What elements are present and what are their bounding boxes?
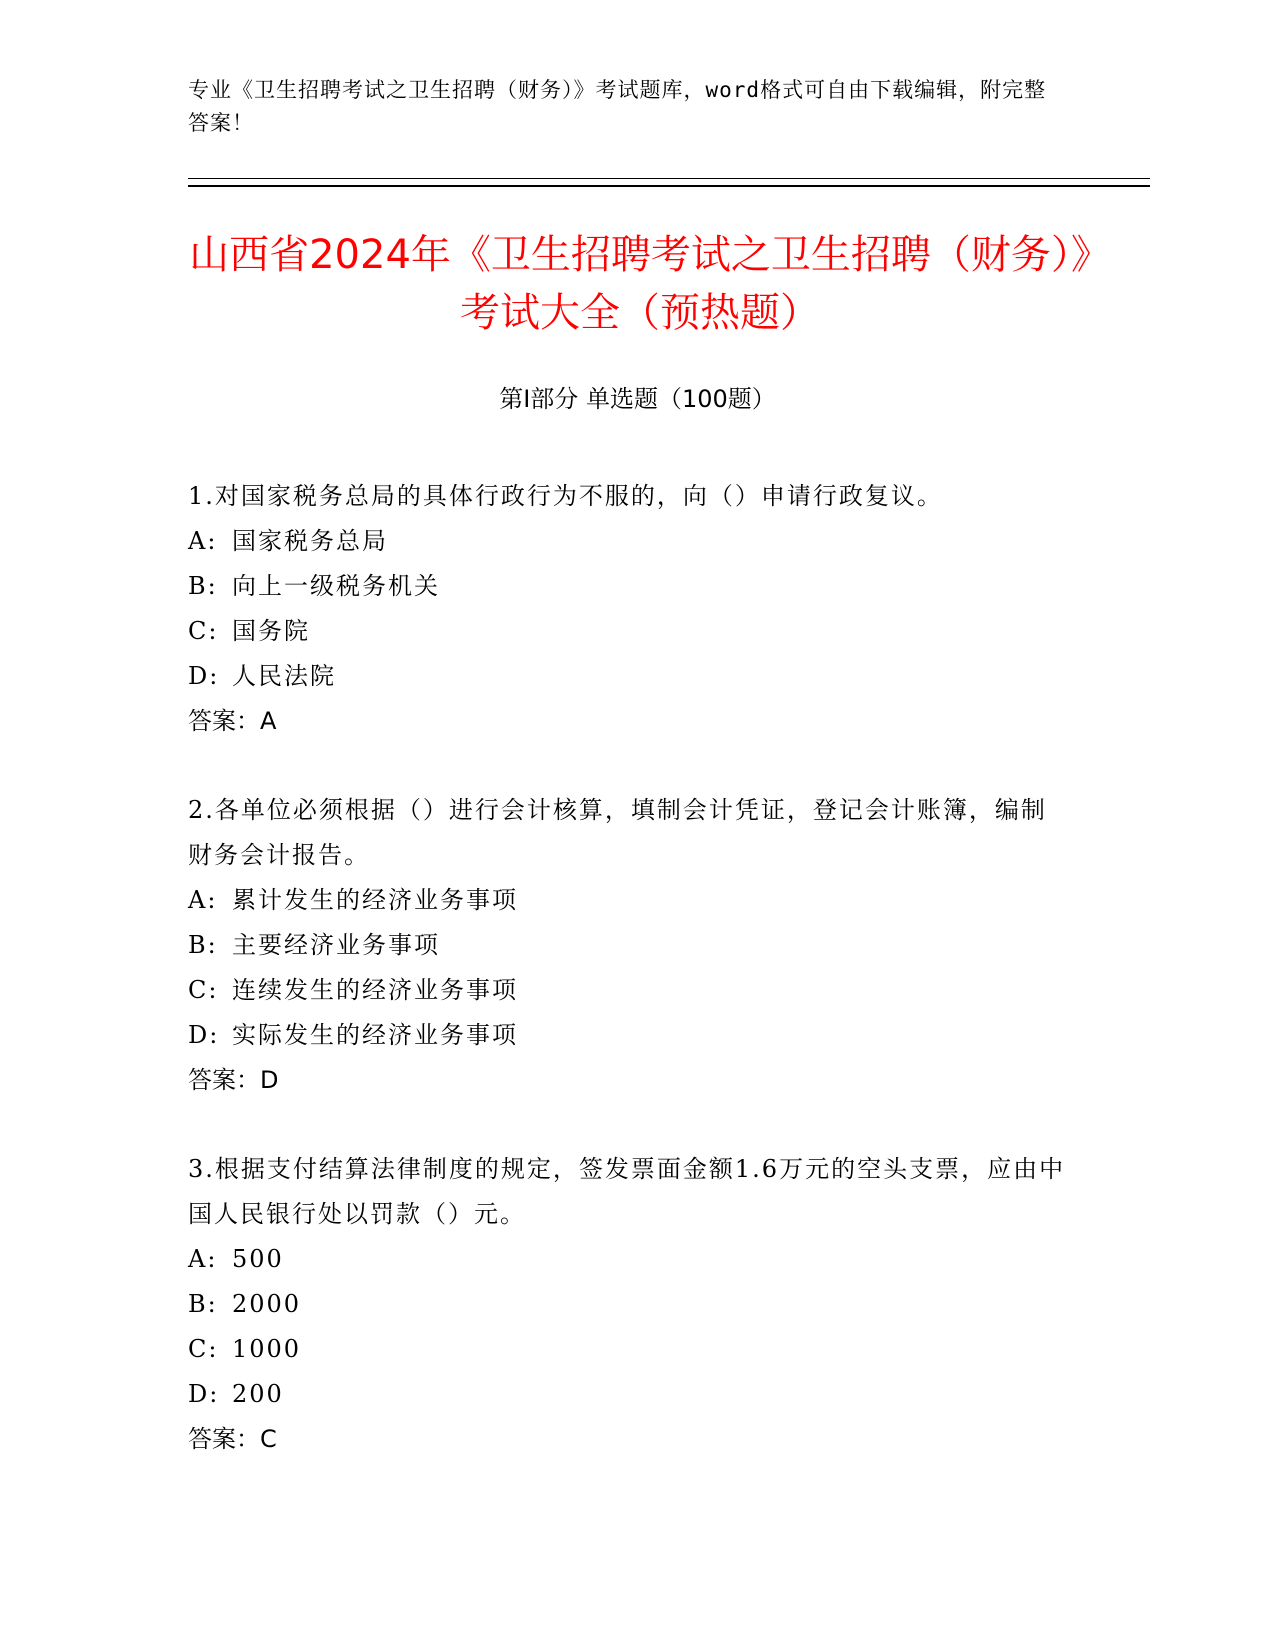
option-text: 主要经济业务事项 xyxy=(232,931,440,959)
option-text: 人民法院 xyxy=(232,662,336,690)
option-text: 2000 xyxy=(232,1290,302,1318)
option-a xyxy=(188,878,1068,923)
option-text: 200 xyxy=(232,1380,284,1408)
option-b xyxy=(188,923,1068,968)
option-b xyxy=(188,564,1068,609)
answer: 答案：A xyxy=(188,707,277,735)
option-d xyxy=(188,1013,1068,1058)
option-c xyxy=(188,609,1068,654)
option-letter: C: xyxy=(188,976,219,1004)
header-divider-bottom xyxy=(188,185,1150,187)
header-divider-top xyxy=(188,178,1150,179)
option-text: 500 xyxy=(232,1245,284,1273)
document-title: 山西省2024年《卫生招聘考试之卫生招聘（财务）》考试大全（预热题） xyxy=(189,232,1091,336)
option-d xyxy=(188,654,1068,699)
answer: 答案：C xyxy=(188,1425,277,1453)
option-text: 累计发生的经济业务事项 xyxy=(232,886,518,914)
option-text: 向上一级税务机关 xyxy=(232,572,440,600)
question-stem: 2.各单位必须根据（）进行会计核算，填制会计凭证，登记会计账簿，编制财务会计报告。 xyxy=(188,796,1047,869)
option-letter: A: xyxy=(188,886,218,914)
question-stem: 1.对国家税务总局的具体行政行为不服的，向（）申请行政复议。 xyxy=(188,482,943,510)
question-list xyxy=(188,474,1068,1506)
option-letter: C: xyxy=(188,1335,219,1363)
option-b xyxy=(188,1282,1068,1327)
option-text: 1000 xyxy=(232,1335,302,1363)
option-letter: A: xyxy=(188,1245,218,1273)
section-title: 第I部分 单选题（100题） xyxy=(499,385,776,413)
answer: 答案：D xyxy=(188,1066,279,1094)
option-text: 国家税务总局 xyxy=(232,527,388,555)
question-3 xyxy=(188,1147,1068,1462)
option-a xyxy=(188,519,1068,564)
option-text: 连续发生的经济业务事项 xyxy=(232,976,518,1004)
option-text: 国务院 xyxy=(232,617,310,645)
question-2 xyxy=(188,788,1068,1103)
option-letter: B: xyxy=(188,1290,218,1318)
option-a xyxy=(188,1237,1068,1282)
option-text: 实际发生的经济业务事项 xyxy=(232,1021,518,1049)
question-stem: 3.根据支付结算法律制度的规定，签发票面金额1.6万元的空头支票，应由中国人民银行处以罚款（）元。 xyxy=(188,1155,1066,1228)
option-c xyxy=(188,968,1068,1013)
question-1 xyxy=(188,474,1068,744)
option-letter: C: xyxy=(188,617,219,645)
option-letter: D: xyxy=(188,1380,220,1408)
option-letter: D: xyxy=(188,662,220,690)
option-letter: B: xyxy=(188,931,218,959)
option-c xyxy=(188,1327,1068,1372)
option-letter: A: xyxy=(188,527,218,555)
option-letter: D: xyxy=(188,1021,220,1049)
header-note: 专业《卫生招聘考试之卫生招聘（财务）》考试题库，word格式可自由下载编辑，附完整答案！ xyxy=(188,78,1047,135)
option-letter: B: xyxy=(188,572,218,600)
option-d xyxy=(188,1372,1068,1417)
